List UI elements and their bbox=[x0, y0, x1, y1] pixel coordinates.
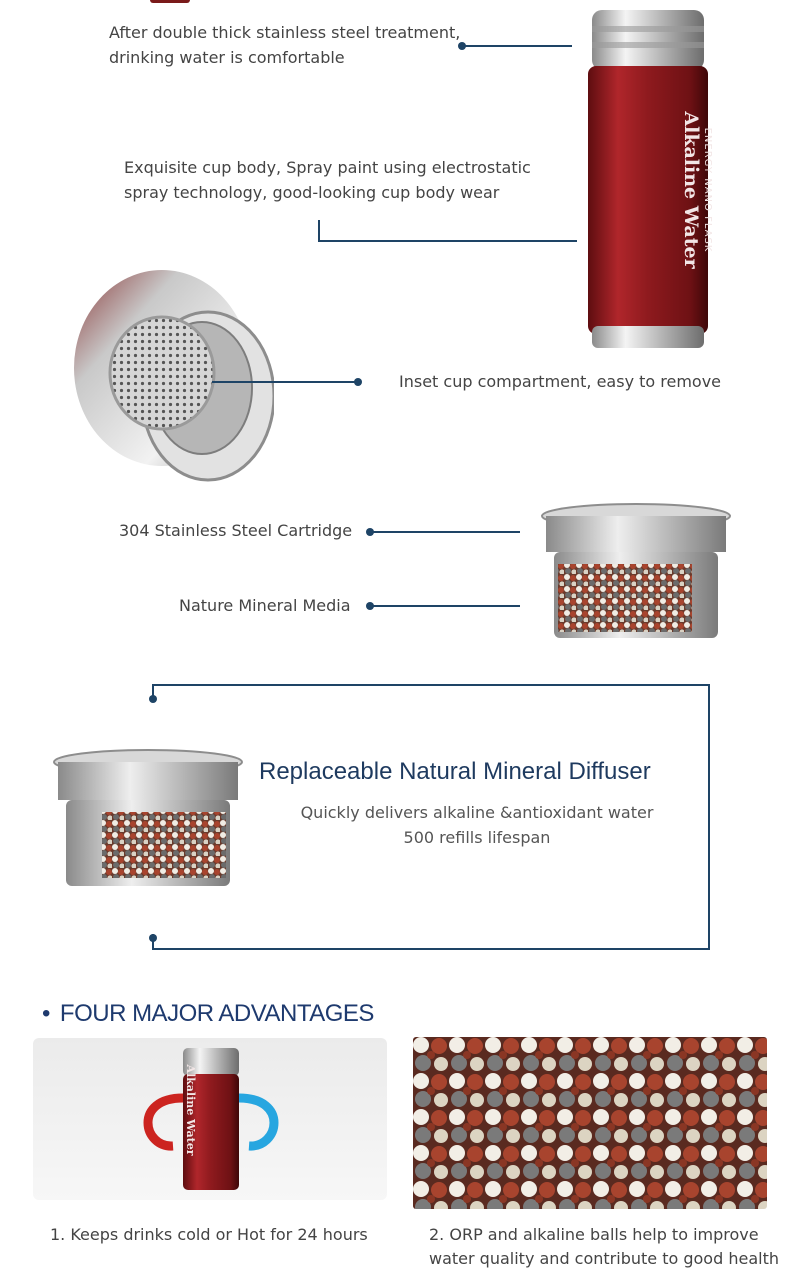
frame-right bbox=[708, 684, 710, 950]
diffuser-line2: 500 refills lifespan bbox=[403, 828, 551, 847]
callout-inset-dot bbox=[354, 378, 362, 386]
callout-cup-line2: spray technology, good-looking cup body wear bbox=[124, 183, 500, 202]
frame-dot-top bbox=[149, 695, 157, 703]
advantage-2-line1: 2. ORP and alkaline balls help to improve bbox=[429, 1225, 759, 1244]
advantage-1-flask-name: Alkaline Water bbox=[184, 1064, 197, 1156]
flask-brand-text: ENERGY NANO FLASK bbox=[702, 127, 713, 253]
frame-bottom bbox=[152, 948, 710, 950]
callout-steel-treatment bbox=[109, 20, 489, 70]
diffuser-title: Replaceable Natural Mineral Diffuser bbox=[259, 758, 651, 785]
callout-inset: Inset cup compartment, easy to remove bbox=[399, 372, 722, 391]
advantage-2-image bbox=[413, 1037, 767, 1209]
callout-steel-line1: After double thick stainless steel treatment, bbox=[109, 23, 461, 42]
frame-dot-bottom bbox=[149, 934, 157, 942]
callout-cartridge: 304 Stainless Steel Cartridge bbox=[119, 521, 353, 540]
callout-cup-vline bbox=[318, 220, 320, 242]
diffuser-image bbox=[52, 748, 244, 888]
cartridge-image bbox=[540, 502, 732, 640]
advantage-2-caption bbox=[429, 1223, 789, 1271]
callout-media: Nature Mineral Media bbox=[179, 596, 351, 615]
callout-cup-body bbox=[124, 155, 554, 205]
frame-top bbox=[152, 684, 710, 686]
advantage-1-caption bbox=[50, 1223, 390, 1247]
callout-inset-line bbox=[212, 381, 358, 383]
callout-cup-hline bbox=[318, 240, 577, 242]
advantages-heading bbox=[42, 1000, 374, 1028]
flask-name-text: Alkaline Water bbox=[680, 111, 702, 269]
callout-cartridge-line bbox=[370, 531, 520, 533]
callout-media-line bbox=[370, 605, 520, 607]
advantage-1-line1: 1. Keeps drinks cold or Hot for 24 hours bbox=[50, 1225, 368, 1244]
callout-steel-line bbox=[462, 45, 572, 47]
callout-cup-line1: Exquisite cup body, Spray paint using electrostatic bbox=[124, 158, 531, 177]
advantage-2-line2: water quality and contribute to good health bbox=[429, 1249, 779, 1268]
advantages-title: FOUR MAJOR ADVANTAGES bbox=[59, 1000, 374, 1027]
diffuser-line1: Quickly delivers alkaline &antioxidant water bbox=[300, 803, 654, 822]
cup-top-fragment bbox=[150, 0, 190, 3]
callout-steel-line2: drinking water is comfortable bbox=[109, 48, 345, 67]
advantages-bullet: • bbox=[42, 1000, 50, 1027]
flask-label bbox=[653, 75, 713, 305]
advantage-1-image bbox=[33, 1038, 387, 1200]
advantage-1-flask-label bbox=[157, 1055, 197, 1165]
diffuser-subtitle bbox=[287, 800, 667, 850]
steel-cup-image bbox=[62, 268, 274, 483]
